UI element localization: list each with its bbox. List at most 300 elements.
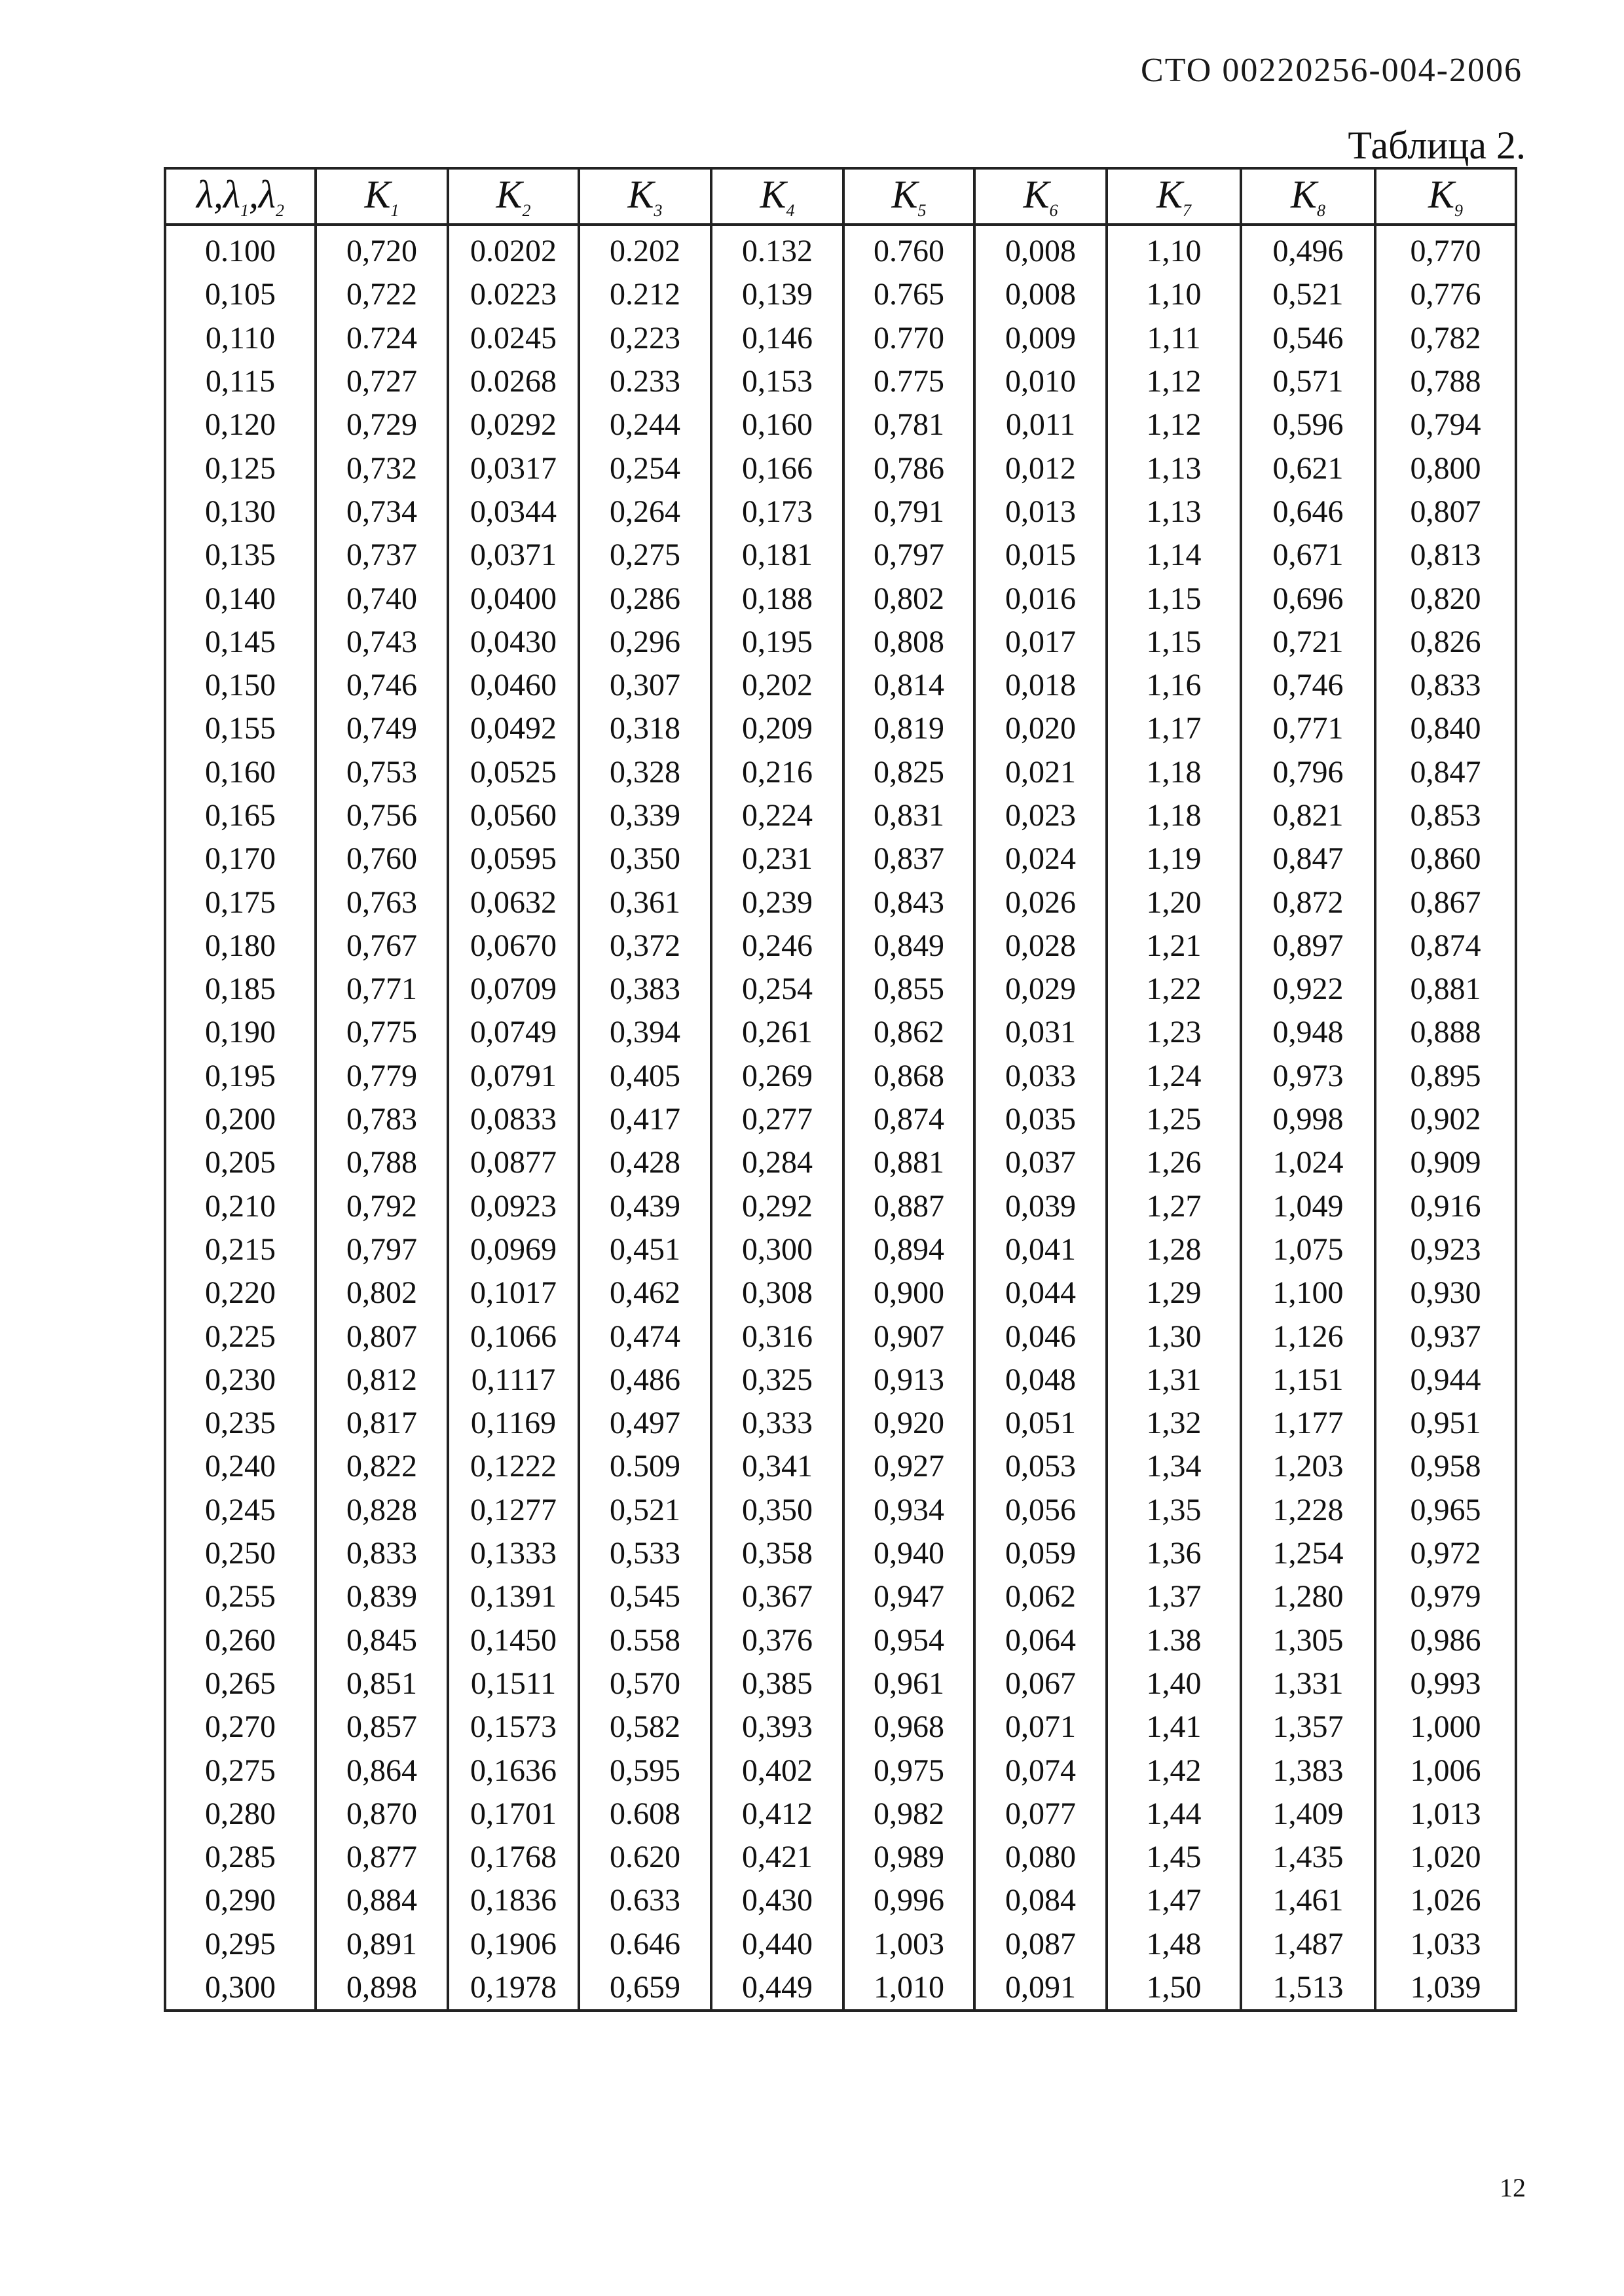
k4-cell: 0,316 xyxy=(711,1315,843,1358)
lambda-cell: 0,210 xyxy=(165,1185,316,1228)
k9-cell: 0,867 xyxy=(1375,881,1516,924)
k3-cell: 0,244 xyxy=(579,403,711,446)
lambda-cell: 0,180 xyxy=(165,924,316,968)
k5-cell: 0,982 xyxy=(843,1793,974,1836)
k5-cell: 0.770 xyxy=(843,317,974,360)
k7-cell: 1,30 xyxy=(1107,1315,1241,1358)
k8-cell: 0,973 xyxy=(1241,1055,1375,1098)
k2-cell: 0,1511 xyxy=(448,1662,579,1705)
k9-cell: 0,840 xyxy=(1375,707,1516,750)
k1-cell: 0,743 xyxy=(316,621,448,664)
k5-cell: 0,797 xyxy=(843,534,974,577)
k8-cell: 0,546 xyxy=(1241,317,1375,360)
k1-cell: 0,771 xyxy=(316,968,448,1011)
k4-cell: 0.132 xyxy=(711,225,843,273)
k9-cell: 0,874 xyxy=(1375,924,1516,968)
k8-cell: 1,075 xyxy=(1241,1228,1375,1271)
k2-cell: 0,0317 xyxy=(448,446,579,490)
k8-cell: 1,280 xyxy=(1241,1575,1375,1618)
k9-cell: 0,800 xyxy=(1375,446,1516,490)
k2-cell: 0,1573 xyxy=(448,1705,579,1749)
k7-cell: 1,14 xyxy=(1107,534,1241,577)
k6-cell: 0,056 xyxy=(974,1489,1107,1532)
lambda-cell: 0,130 xyxy=(165,490,316,534)
k7-cell: 1,15 xyxy=(1107,621,1241,664)
k5-cell: 0,808 xyxy=(843,621,974,664)
table-row xyxy=(165,1271,1516,1315)
k1-cell: 0,833 xyxy=(316,1532,448,1575)
k7-cell: 1,44 xyxy=(1107,1793,1241,1836)
lambda-cell: 0,255 xyxy=(165,1575,316,1618)
table-row xyxy=(165,1055,1516,1098)
k2-cell: 0,1836 xyxy=(448,1879,579,1922)
k3-cell: 0,372 xyxy=(579,924,711,968)
k5-cell: 1,003 xyxy=(843,1923,974,1966)
k3-cell: 0,328 xyxy=(579,751,711,794)
k5-cell: 0,849 xyxy=(843,924,974,968)
k8-cell: 1,254 xyxy=(1241,1532,1375,1575)
k1-cell: 0,891 xyxy=(316,1923,448,1966)
k3-cell: 0,533 xyxy=(579,1532,711,1575)
table-row xyxy=(165,1966,1516,2011)
k4-cell: 0,224 xyxy=(711,794,843,837)
k4-cell: 0,325 xyxy=(711,1358,843,1402)
lambda-cell: 0,195 xyxy=(165,1055,316,1098)
table-row xyxy=(165,1836,1516,1879)
k8-cell: 0,721 xyxy=(1241,621,1375,664)
k8-cell: 1,487 xyxy=(1241,1923,1375,1966)
k3-cell: 0,428 xyxy=(579,1141,711,1184)
k8-cell: 0,847 xyxy=(1241,837,1375,881)
k3-cell: 0,339 xyxy=(579,794,711,837)
table-row xyxy=(165,577,1516,620)
k2-cell: 0,0492 xyxy=(448,707,579,750)
k9-cell: 0,972 xyxy=(1375,1532,1516,1575)
table-row xyxy=(165,273,1516,316)
k2-cell: 0,0525 xyxy=(448,751,579,794)
column-header-k3: $K_3$ xyxy=(579,168,711,225)
k8-cell: 0,671 xyxy=(1241,534,1375,577)
k7-cell: 1,41 xyxy=(1107,1705,1241,1749)
table-row xyxy=(165,924,1516,968)
lambda-cell: 0,110 xyxy=(165,317,316,360)
k5-cell: 0.765 xyxy=(843,273,974,316)
k7-cell: 1,25 xyxy=(1107,1098,1241,1141)
table-row xyxy=(165,1749,1516,1792)
k5-cell: 0,961 xyxy=(843,1662,974,1705)
k5-cell: 0,825 xyxy=(843,751,974,794)
k7-cell: 1,22 xyxy=(1107,968,1241,1011)
k4-cell: 0,412 xyxy=(711,1793,843,1836)
k7-cell: 1,23 xyxy=(1107,1011,1241,1054)
k6-cell: 0,044 xyxy=(974,1271,1107,1315)
lambda-cell: 0,160 xyxy=(165,751,316,794)
k4-cell: 0,254 xyxy=(711,968,843,1011)
k9-cell: 1,033 xyxy=(1375,1923,1516,1966)
k3-cell: 0,361 xyxy=(579,881,711,924)
k8-cell: 0,998 xyxy=(1241,1098,1375,1141)
lambda-cell: 0,275 xyxy=(165,1749,316,1792)
k4-cell: 0,195 xyxy=(711,621,843,664)
lambda-cell: 0,120 xyxy=(165,403,316,446)
table-row xyxy=(165,1315,1516,1358)
lambda-cell: 0,260 xyxy=(165,1619,316,1662)
k9-cell: 0,794 xyxy=(1375,403,1516,446)
table-row xyxy=(165,1619,1516,1662)
k8-cell: 1,305 xyxy=(1241,1619,1375,1662)
k7-cell: 1,12 xyxy=(1107,360,1241,403)
k8-cell: 1,126 xyxy=(1241,1315,1375,1358)
k6-cell: 0,029 xyxy=(974,968,1107,1011)
k4-cell: 0,393 xyxy=(711,1705,843,1749)
k7-cell: 1,35 xyxy=(1107,1489,1241,1532)
table-row xyxy=(165,1705,1516,1749)
k8-cell: 0,496 xyxy=(1241,225,1375,273)
k1-cell: 0,763 xyxy=(316,881,448,924)
k3-cell: 0.233 xyxy=(579,360,711,403)
k2-cell: 0,0709 xyxy=(448,968,579,1011)
k1-cell: 0,870 xyxy=(316,1793,448,1836)
k3-cell: 0.558 xyxy=(579,1619,711,1662)
k6-cell: 0,023 xyxy=(974,794,1107,837)
k9-cell: 0,902 xyxy=(1375,1098,1516,1141)
k8-cell: 0,621 xyxy=(1241,446,1375,490)
k9-cell: 0,788 xyxy=(1375,360,1516,403)
k5-cell: 0,934 xyxy=(843,1489,974,1532)
k6-cell: 0,091 xyxy=(974,1966,1107,2011)
k8-cell: 0,571 xyxy=(1241,360,1375,403)
k6-cell: 0,015 xyxy=(974,534,1107,577)
k3-cell: 0,350 xyxy=(579,837,711,881)
k7-cell: 1,13 xyxy=(1107,490,1241,534)
column-header-k7: $K_7$ xyxy=(1107,168,1241,225)
table-row xyxy=(165,1185,1516,1228)
table-row xyxy=(165,664,1516,707)
k2-cell: 0,0595 xyxy=(448,837,579,881)
k8-cell: 1,100 xyxy=(1241,1271,1375,1315)
k1-cell: 0,845 xyxy=(316,1619,448,1662)
table-body xyxy=(165,225,1516,2011)
k4-cell: 0,300 xyxy=(711,1228,843,1271)
k8-cell: 1,024 xyxy=(1241,1141,1375,1184)
k7-cell: 1,24 xyxy=(1107,1055,1241,1098)
table-row xyxy=(165,490,1516,534)
table-row xyxy=(165,881,1516,924)
k5-cell: 0,874 xyxy=(843,1098,974,1141)
k3-cell: 0,521 xyxy=(579,1489,711,1532)
lambda-cell: 0,105 xyxy=(165,273,316,316)
table-row xyxy=(165,1011,1516,1054)
table-row xyxy=(165,621,1516,664)
k9-cell: 1,013 xyxy=(1375,1793,1516,1836)
k5-cell: 0,996 xyxy=(843,1879,974,1922)
k9-cell: 0,944 xyxy=(1375,1358,1516,1402)
k2-cell: 0,0371 xyxy=(448,534,579,577)
lambda-cell: 0,220 xyxy=(165,1271,316,1315)
k4-cell: 0,239 xyxy=(711,881,843,924)
k4-cell: 0,430 xyxy=(711,1879,843,1922)
lambda-cell: 0,245 xyxy=(165,1489,316,1532)
k3-cell: 0,545 xyxy=(579,1575,711,1618)
k4-cell: 0,421 xyxy=(711,1836,843,1879)
k6-cell: 0,084 xyxy=(974,1879,1107,1922)
k1-cell: 0,788 xyxy=(316,1141,448,1184)
k7-cell: 1,18 xyxy=(1107,751,1241,794)
k6-cell: 0,016 xyxy=(974,577,1107,620)
table-row xyxy=(165,1489,1516,1532)
k6-cell: 0,046 xyxy=(974,1315,1107,1358)
k3-cell: 0,286 xyxy=(579,577,711,620)
k6-cell: 0,031 xyxy=(974,1011,1107,1054)
k2-cell: 0,0969 xyxy=(448,1228,579,1271)
k3-cell: 0,307 xyxy=(579,664,711,707)
table-row xyxy=(165,1662,1516,1705)
k2-cell: 0,1391 xyxy=(448,1575,579,1618)
k2-cell: 0,1701 xyxy=(448,1793,579,1836)
table-row xyxy=(165,1228,1516,1271)
k7-cell: 1,10 xyxy=(1107,225,1241,273)
k2-cell: 0,0791 xyxy=(448,1055,579,1098)
k4-cell: 0,402 xyxy=(711,1749,843,1792)
k2-cell: 0.0202 xyxy=(448,225,579,273)
k3-cell: 0.212 xyxy=(579,273,711,316)
k6-cell: 0,059 xyxy=(974,1532,1107,1575)
lambda-cell: 0,145 xyxy=(165,621,316,664)
column-header-k4: $K_4$ xyxy=(711,168,843,225)
table-row xyxy=(165,751,1516,794)
k2-cell: 0,1169 xyxy=(448,1402,579,1445)
table-row xyxy=(165,1358,1516,1402)
k9-cell: 0,937 xyxy=(1375,1315,1516,1358)
k6-cell: 0,020 xyxy=(974,707,1107,750)
k2-cell: 0,0400 xyxy=(448,577,579,620)
k9-cell: 0,813 xyxy=(1375,534,1516,577)
k7-cell: 1,12 xyxy=(1107,403,1241,446)
lambda-cell: 0,265 xyxy=(165,1662,316,1705)
k2-cell: 0,1768 xyxy=(448,1836,579,1879)
k3-cell: 0,595 xyxy=(579,1749,711,1792)
k2-cell: 0,0292 xyxy=(448,403,579,446)
k1-cell: 0,720 xyxy=(316,225,448,273)
k4-cell: 0,269 xyxy=(711,1055,843,1098)
k5-cell: 0.775 xyxy=(843,360,974,403)
k8-cell: 0,521 xyxy=(1241,273,1375,316)
k3-cell: 0,296 xyxy=(579,621,711,664)
k5-cell: 0,907 xyxy=(843,1315,974,1358)
k2-cell: 0,0344 xyxy=(448,490,579,534)
k9-cell: 1,020 xyxy=(1375,1836,1516,1879)
k4-cell: 0,216 xyxy=(711,751,843,794)
column-header-k6: $K_6$ xyxy=(974,168,1107,225)
k1-cell: 0,839 xyxy=(316,1575,448,1618)
k6-cell: 0,077 xyxy=(974,1793,1107,1836)
k7-cell: 1,16 xyxy=(1107,664,1241,707)
k6-cell: 0,021 xyxy=(974,751,1107,794)
k7-cell: 1,21 xyxy=(1107,924,1241,968)
k4-cell: 0,292 xyxy=(711,1185,843,1228)
k9-cell: 0,833 xyxy=(1375,664,1516,707)
table-row xyxy=(165,1575,1516,1618)
k5-cell: 0,881 xyxy=(843,1141,974,1184)
k3-cell: 0.620 xyxy=(579,1836,711,1879)
k1-cell: 0,822 xyxy=(316,1445,448,1488)
k3-cell: 0,417 xyxy=(579,1098,711,1141)
k4-cell: 0,160 xyxy=(711,403,843,446)
k1-cell: 0,857 xyxy=(316,1705,448,1749)
lambda-cell: 0,240 xyxy=(165,1445,316,1488)
k7-cell: 1,47 xyxy=(1107,1879,1241,1922)
k6-cell: 0,008 xyxy=(974,273,1107,316)
k4-cell: 0,139 xyxy=(711,273,843,316)
k2-cell: 0,0833 xyxy=(448,1098,579,1141)
k1-cell: 0,737 xyxy=(316,534,448,577)
k3-cell: 0.608 xyxy=(579,1793,711,1836)
k4-cell: 0,284 xyxy=(711,1141,843,1184)
k5-cell: 0,862 xyxy=(843,1011,974,1054)
table-row xyxy=(165,837,1516,881)
data-table-container xyxy=(164,167,1515,2012)
k1-cell: 0,734 xyxy=(316,490,448,534)
k8-cell: 1,228 xyxy=(1241,1489,1375,1532)
k2-cell: 0,1066 xyxy=(448,1315,579,1358)
k5-cell: 0,819 xyxy=(843,707,974,750)
k7-cell: 1,31 xyxy=(1107,1358,1241,1402)
k8-cell: 0,596 xyxy=(1241,403,1375,446)
k9-cell: 1,039 xyxy=(1375,1966,1516,2011)
k5-cell: 0,920 xyxy=(843,1402,974,1445)
k8-cell: 0,746 xyxy=(1241,664,1375,707)
column-header-k8: $K_8$ xyxy=(1241,168,1375,225)
k6-cell: 0,018 xyxy=(974,664,1107,707)
k6-cell: 0,024 xyxy=(974,837,1107,881)
column-header-k9: $K_9$ xyxy=(1375,168,1516,225)
table-row xyxy=(165,1402,1516,1445)
k1-cell: 0,732 xyxy=(316,446,448,490)
k6-cell: 0,051 xyxy=(974,1402,1107,1445)
k4-cell: 0,308 xyxy=(711,1271,843,1315)
k3-cell: 0,275 xyxy=(579,534,711,577)
k5-cell: 0,855 xyxy=(843,968,974,1011)
k8-cell: 1,461 xyxy=(1241,1879,1375,1922)
k5-cell: 0,781 xyxy=(843,403,974,446)
k1-cell: 0,740 xyxy=(316,577,448,620)
k4-cell: 0,367 xyxy=(711,1575,843,1618)
k2-cell: 0,0632 xyxy=(448,881,579,924)
k7-cell: 1,42 xyxy=(1107,1749,1241,1792)
k6-cell: 0,008 xyxy=(974,225,1107,273)
k2-cell: 0,1978 xyxy=(448,1966,579,2011)
lambda-cell: 0,190 xyxy=(165,1011,316,1054)
k9-cell: 0,820 xyxy=(1375,577,1516,620)
k2-cell: 0,0430 xyxy=(448,621,579,664)
lambda-cell: 0,280 xyxy=(165,1793,316,1836)
k9-cell: 1,026 xyxy=(1375,1879,1516,1922)
lambda-cell: 0,115 xyxy=(165,360,316,403)
k4-cell: 0,350 xyxy=(711,1489,843,1532)
k7-cell: 1,27 xyxy=(1107,1185,1241,1228)
k6-cell: 0,071 xyxy=(974,1705,1107,1749)
k5-cell: 0,954 xyxy=(843,1619,974,1662)
k2-cell: 0,0877 xyxy=(448,1141,579,1184)
k1-cell: 0.724 xyxy=(316,317,448,360)
k2-cell: 0,0923 xyxy=(448,1185,579,1228)
k2-cell: 0.0223 xyxy=(448,273,579,316)
k4-cell: 0,202 xyxy=(711,664,843,707)
k9-cell: 0,888 xyxy=(1375,1011,1516,1054)
k2-cell: 0,0670 xyxy=(448,924,579,968)
k9-cell: 0,930 xyxy=(1375,1271,1516,1315)
k8-cell: 0,771 xyxy=(1241,707,1375,750)
k6-cell: 0,010 xyxy=(974,360,1107,403)
lambda-cell: 0,165 xyxy=(165,794,316,837)
k1-cell: 0,807 xyxy=(316,1315,448,1358)
k2-cell: 0,1017 xyxy=(448,1271,579,1315)
k9-cell: 0,881 xyxy=(1375,968,1516,1011)
k3-cell: 0.202 xyxy=(579,225,711,273)
k8-cell: 1,151 xyxy=(1241,1358,1375,1402)
k4-cell: 0,173 xyxy=(711,490,843,534)
k7-cell: 1,11 xyxy=(1107,317,1241,360)
k3-cell: 0.509 xyxy=(579,1445,711,1488)
k1-cell: 0,729 xyxy=(316,403,448,446)
k7-cell: 1,26 xyxy=(1107,1141,1241,1184)
table-header-row xyxy=(165,168,1516,225)
k5-cell: 0,900 xyxy=(843,1271,974,1315)
k4-cell: 0,231 xyxy=(711,837,843,881)
k6-cell: 0,080 xyxy=(974,1836,1107,1879)
k1-cell: 0,727 xyxy=(316,360,448,403)
k1-cell: 0,767 xyxy=(316,924,448,968)
k7-cell: 1,20 xyxy=(1107,881,1241,924)
k6-cell: 0,048 xyxy=(974,1358,1107,1402)
k6-cell: 0,033 xyxy=(974,1055,1107,1098)
k5-cell: 0,786 xyxy=(843,446,974,490)
k6-cell: 0,064 xyxy=(974,1619,1107,1662)
k5-cell: 0,894 xyxy=(843,1228,974,1271)
k8-cell: 1,513 xyxy=(1241,1966,1375,2011)
k3-cell: 0,486 xyxy=(579,1358,711,1402)
lambda-cell: 0,205 xyxy=(165,1141,316,1184)
lambda-cell: 0,235 xyxy=(165,1402,316,1445)
k5-cell: 0,975 xyxy=(843,1749,974,1792)
k1-cell: 0,797 xyxy=(316,1228,448,1271)
lambda-cell: 0,185 xyxy=(165,968,316,1011)
k9-cell: 0,909 xyxy=(1375,1141,1516,1184)
k5-cell: 0,989 xyxy=(843,1836,974,1879)
k8-cell: 0,646 xyxy=(1241,490,1375,534)
k6-cell: 0,037 xyxy=(974,1141,1107,1184)
k3-cell: 0,497 xyxy=(579,1402,711,1445)
k1-cell: 0,898 xyxy=(316,1966,448,2011)
k9-cell: 0,951 xyxy=(1375,1402,1516,1445)
k1-cell: 0,884 xyxy=(316,1879,448,1922)
k3-cell: 0,254 xyxy=(579,446,711,490)
page-number: 12 xyxy=(1500,2173,1526,2202)
table-row xyxy=(165,968,1516,1011)
k9-cell: 0,986 xyxy=(1375,1619,1516,1662)
k3-cell: 0,223 xyxy=(579,317,711,360)
k9-cell: 0,979 xyxy=(1375,1575,1516,1618)
k2-cell: 0,1333 xyxy=(448,1532,579,1575)
k2-cell: 0,1906 xyxy=(448,1923,579,1966)
column-header-lambda: $\lambda,\lambda_1,\lambda_2$ xyxy=(165,168,316,225)
k5-cell: 0,913 xyxy=(843,1358,974,1402)
k7-cell: 1,45 xyxy=(1107,1836,1241,1879)
k6-cell: 0,035 xyxy=(974,1098,1107,1141)
k8-cell: 1,177 xyxy=(1241,1402,1375,1445)
k9-cell: 0,782 xyxy=(1375,317,1516,360)
k1-cell: 0,760 xyxy=(316,837,448,881)
